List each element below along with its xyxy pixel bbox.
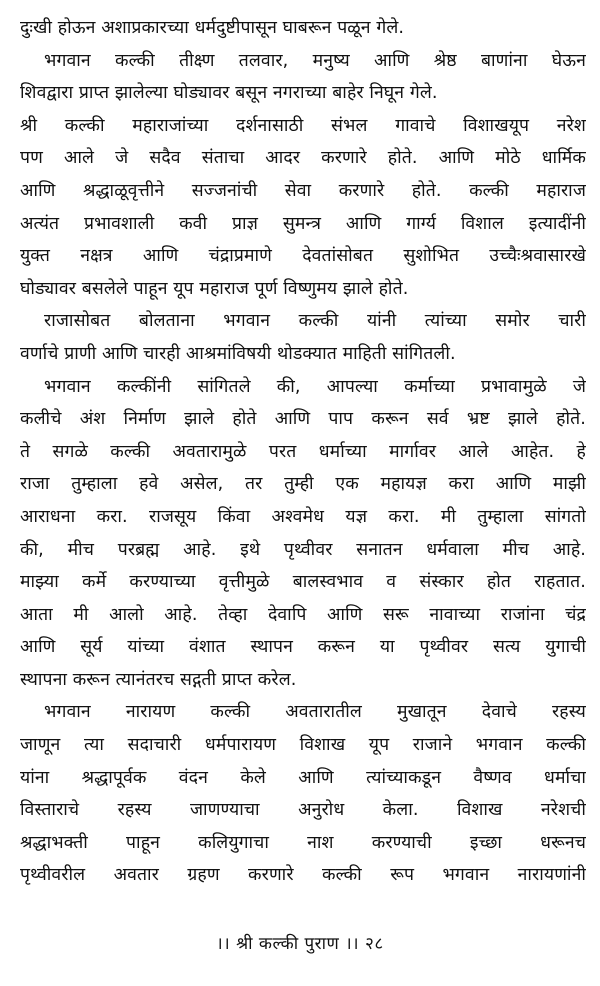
text-line: आराधना करा. राजसूय किंवा अश्वमेध यज्ञ करा. मी तुम्हाला सांगतो (20, 506, 586, 527)
text-line: आणि सूर्य यांच्या वंशात स्थापन करून या पृथ्वीवर सत्य युगाची (20, 637, 586, 658)
text-line: विस्ताराचे रहस्य जाणण्याचा अनुरोध केला. विशाख नरेशची (20, 800, 586, 821)
text-line: वर्णाचे प्राणी आणि चारही आश्रमांविषयी थोडक्यात माहिती सांगितली. (20, 343, 456, 364)
text-line: स्थापना करून त्यानंतरच सद्गती प्राप्त करेल. (20, 669, 297, 690)
text-line: की, मीच परब्रह्म आहे. इथे पृथ्वीवर सनातन धर्मवाला मीच आहे. (20, 539, 586, 560)
text-line: दुःखी होऊन अशाप्रकारच्या धर्मदुष्टीपासून घाबरून पळून गेले. (20, 18, 405, 38)
text-line: श्रद्धाभक्ती पाहून कलियुगाचा नाश करण्याची इच्छा धरूनच (20, 832, 586, 853)
text-line: यांना श्रद्धापूर्वक वंदन केले आणि त्यांच्याकडून वैष्णव धर्माचा (20, 767, 586, 788)
text-line: युक्त नक्षत्र आणि चंद्राप्रमाणे देवतांसोबत सुशोभित उच्चैःश्रवासारखे (20, 246, 586, 267)
text-line: राजासोबत बोलताना भगवान कल्की यांनी त्यांच्या समोर चारी (44, 311, 586, 332)
text-line: ते सगळे कल्की अवतारामुळे परत धर्माच्या मार्गावर आले आहेत. हे (20, 441, 586, 462)
text-line: राजा तुम्हाला हवे असेल, तर तुम्ही एक महायज्ञ करा आणि माझी (20, 474, 586, 495)
text-line: आता मी आलो आहे. तेव्हा देवापि आणि सरू नावाच्या राजांना चंद्र (20, 604, 586, 625)
text-line: अत्यंत प्रभावशाली कवी प्राज्ञ सुमन्त्र आणि गार्ग्य विशाल इत्यादींनी (20, 213, 586, 234)
page-body-text (20, 12, 586, 892)
text-line: घोड्यावर बसलेले पाहून यूप महाराज पूर्ण विष्णुमय झाले होते. (20, 278, 409, 299)
text-line: माझ्या कर्मे करण्याच्या वृत्तीमुळे बालस्वभाव व संस्कार होत राहतात. (20, 572, 586, 593)
text-line: कलीचे अंश निर्माण झाले होते आणि पाप करून सर्व भ्रष्ट झाले होते. (20, 409, 586, 430)
text-line: भगवान कल्कींनी सांगितले की, आपल्या कर्माच्या प्रभावामुळे जे (44, 376, 586, 397)
text-line: जाणून त्या सदाचारी धर्मपारायण विशाख यूप राजाने भगवान कल्की (20, 735, 586, 756)
text-line: भगवान कल्की तीक्ष्ण तलवार, मनुष्य आणि श्रेष्ठ बाणांना घेऊन (44, 50, 586, 71)
text-line: शिवद्वारा प्राप्त झालेल्या घोड्यावर बसून नगराच्या बाहेर निघून गेले. (20, 83, 438, 104)
page-footer: ।। श्री कल्की पुराण ।। २८ (216, 934, 384, 954)
text-line: आणि श्रद्धाळूवृत्तीने सज्जनांची सेवा करणारे होते. कल्की महाराज (20, 180, 586, 201)
text-line: पण आले जे सदैव संताचा आदर करणारे होते. आणि मोठे धार्मिक (20, 148, 586, 169)
text-line: श्री कल्की महाराजांच्या दर्शनासाठी संभल गावाचे विशाखयूप नरेश (20, 115, 586, 136)
text-line: पृथ्वीवरील अवतार ग्रहण करणारे कल्की रूप भगवान नारायणांनी (20, 865, 586, 886)
text-line: भगवान नारायण कल्की अवतारातील मुखातून देवाचे रहस्य (44, 702, 586, 723)
